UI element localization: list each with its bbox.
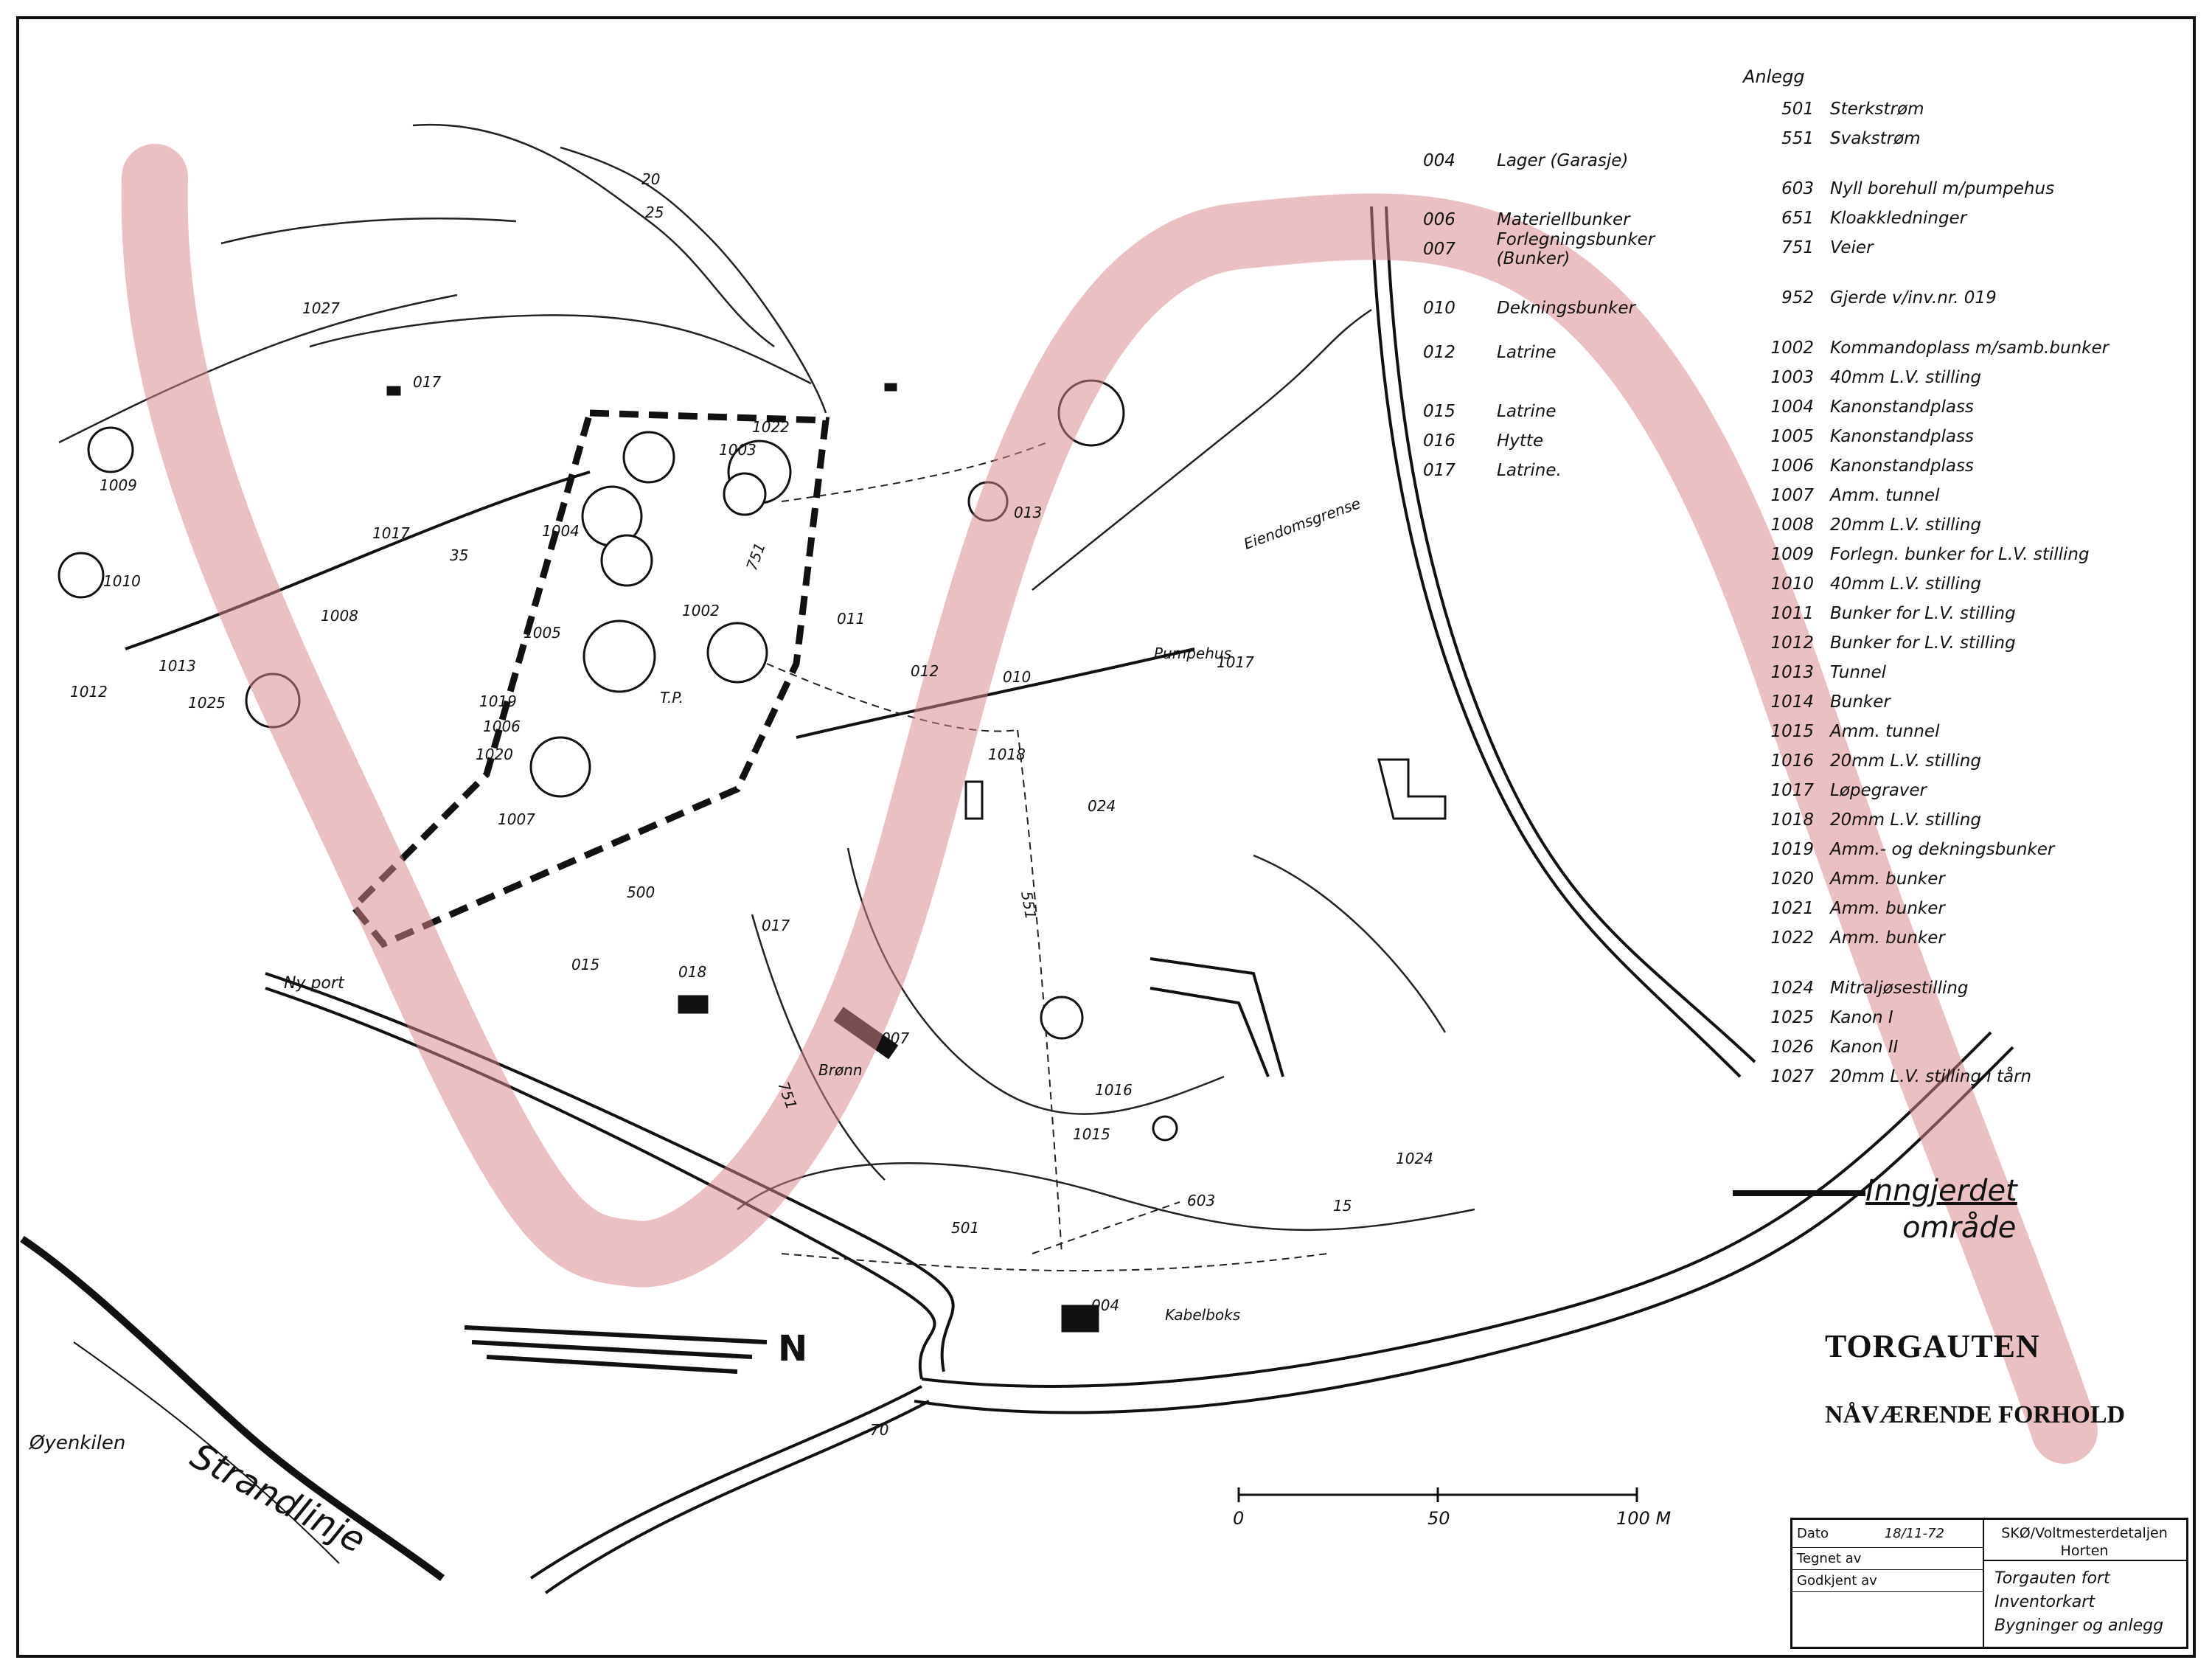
legend-item-label: Kanonstandplass bbox=[1830, 397, 1974, 417]
legend-installations bbox=[1733, 66, 2175, 1091]
legend-item-code: 1013 bbox=[1770, 663, 1814, 682]
legend-item-label: 40mm L.V. stilling bbox=[1830, 368, 1981, 387]
legend-item bbox=[1733, 481, 2175, 510]
legend-item bbox=[1423, 397, 1733, 426]
legend-item-code: 1003 bbox=[1770, 368, 1814, 387]
legend-item bbox=[1733, 283, 2175, 313]
legend-item-label: Kommandoplass m/samb.bunker bbox=[1830, 338, 2110, 358]
label-1017-b: 1017 bbox=[1217, 653, 1254, 671]
legend-item-label: Kanon I bbox=[1830, 1008, 1893, 1027]
legend-item-label: Mitraljøsestilling bbox=[1830, 979, 1969, 998]
legend-item-label: Veier bbox=[1830, 238, 1874, 257]
tegnet-row bbox=[1792, 1548, 1983, 1570]
label-bronn: Brønn bbox=[818, 1061, 863, 1079]
legend-item-label: Nyll borehull m/pumpehus bbox=[1830, 179, 2055, 198]
label-751-b: 751 bbox=[742, 540, 769, 573]
legend-item-label: Kanonstandplass bbox=[1830, 427, 1974, 446]
legend-item-code: 015 bbox=[1423, 402, 1455, 421]
label-25: 25 bbox=[645, 204, 664, 221]
legend-item bbox=[1733, 717, 2175, 746]
label-pumpehus: Pumpehus bbox=[1154, 645, 1231, 662]
label-017-a: 017 bbox=[413, 373, 442, 391]
legend-item bbox=[1733, 451, 2175, 481]
legend-item-code: 1019 bbox=[1770, 840, 1814, 859]
legend-item-code: 1025 bbox=[1770, 1008, 1814, 1027]
label-1027: 1027 bbox=[302, 299, 340, 317]
legend-item-label: Forlegn. bunker for L.V. stilling bbox=[1830, 545, 2090, 564]
legend-item-code: 1010 bbox=[1770, 574, 1814, 594]
label-1020: 1020 bbox=[476, 746, 513, 763]
legend-item-label: Bunker bbox=[1830, 692, 1891, 712]
legend-item bbox=[1733, 363, 2175, 392]
legend-item-code: 603 bbox=[1781, 179, 1814, 198]
legend-spacer bbox=[1423, 264, 1733, 294]
legend-item-code: 1026 bbox=[1770, 1038, 1814, 1057]
fence-legend-line1: Inngjerdet bbox=[1865, 1174, 2017, 1208]
fence-legend-line bbox=[1733, 1190, 1865, 1196]
legend-item-code: 1020 bbox=[1770, 869, 1814, 889]
legend-item-code: 012 bbox=[1423, 343, 1455, 362]
legend-item-code: 751 bbox=[1781, 238, 1814, 257]
legend-item-label: Lager (Garasje) bbox=[1497, 151, 1629, 170]
legend-item-label: Amm. bunker bbox=[1830, 899, 1945, 918]
label-501: 501 bbox=[951, 1219, 980, 1237]
legend-buildings bbox=[1423, 146, 1733, 485]
legend-item-label: Latrine bbox=[1497, 402, 1557, 421]
dato-row bbox=[1792, 1520, 1983, 1548]
legend-item-label: Kanon II bbox=[1830, 1038, 1899, 1057]
label-1018: 1018 bbox=[988, 746, 1026, 763]
legend-item-code: 010 bbox=[1423, 299, 1455, 318]
legend-item bbox=[1733, 628, 2175, 658]
label-017-b: 017 bbox=[762, 917, 790, 934]
legend-item-label: Amm. bunker bbox=[1830, 928, 1945, 948]
label-1024: 1024 bbox=[1396, 1150, 1433, 1167]
legend-item bbox=[1733, 124, 2175, 153]
map-subtitle: NÅVÆRENDE FORHOLD bbox=[1825, 1401, 2126, 1428]
legend-item bbox=[1423, 230, 1733, 268]
drawing-title-1: Torgauten fort bbox=[1994, 1569, 2110, 1588]
label-018: 018 bbox=[678, 963, 707, 981]
label-011: 011 bbox=[837, 610, 866, 628]
legend-item-label: 40mm L.V. stilling bbox=[1830, 574, 1981, 594]
legend-item bbox=[1423, 338, 1733, 367]
legend-item-label: Latrine. bbox=[1497, 461, 1562, 480]
label-70: 70 bbox=[870, 1421, 889, 1439]
label-1013: 1013 bbox=[159, 657, 196, 675]
legend-item bbox=[1733, 204, 2175, 233]
legend-item bbox=[1733, 540, 2175, 569]
label-015: 015 bbox=[571, 956, 600, 973]
label-1010: 1010 bbox=[103, 572, 141, 590]
fence-legend-text bbox=[1865, 1173, 2017, 1246]
legend-group-gap bbox=[1733, 313, 2175, 333]
legend-item-code: 016 bbox=[1423, 431, 1455, 451]
title-block-info bbox=[1983, 1520, 2186, 1647]
label-ny-port: Ny port bbox=[284, 974, 344, 993]
legend-item-label: Latrine bbox=[1497, 343, 1557, 362]
legend-item-code: 1005 bbox=[1770, 427, 1814, 446]
legend-item-code: 501 bbox=[1781, 100, 1814, 119]
legend-item-code: 1027 bbox=[1770, 1067, 1814, 1086]
legend-item bbox=[1423, 426, 1733, 456]
label-20: 20 bbox=[641, 170, 661, 188]
label-012: 012 bbox=[911, 662, 939, 680]
label-1022: 1022 bbox=[752, 418, 790, 436]
dato-label: Dato bbox=[1797, 1526, 1829, 1541]
legend-item-label: Amm. bunker bbox=[1830, 869, 1945, 889]
label-1025: 1025 bbox=[188, 694, 226, 712]
label-1012: 1012 bbox=[70, 683, 108, 701]
legend-item-code: 1014 bbox=[1770, 692, 1814, 712]
legend-item bbox=[1423, 456, 1733, 485]
label-004: 004 bbox=[1091, 1296, 1120, 1314]
legend-item-code: 1011 bbox=[1770, 604, 1814, 623]
legend-item-code: 006 bbox=[1423, 210, 1455, 229]
legend-item-code: 017 bbox=[1423, 461, 1455, 480]
legend-item-code: 1006 bbox=[1770, 456, 1814, 476]
legend-item-label: Materiellbunker bbox=[1497, 210, 1630, 229]
label-strandlinje: Strandlinje bbox=[184, 1435, 372, 1562]
legend-item-code: 1012 bbox=[1770, 633, 1814, 653]
org-line-1: SKØ/Voltmesterdetaljen bbox=[2001, 1525, 2168, 1541]
legend-item bbox=[1733, 94, 2175, 124]
legend-item-label: Løpegraver bbox=[1830, 781, 1927, 800]
north-label: N bbox=[778, 1328, 808, 1369]
legend-item-label: 20mm L.V. stilling bbox=[1830, 515, 1981, 535]
legend-item-code: 551 bbox=[1781, 129, 1814, 148]
label-024: 024 bbox=[1088, 797, 1116, 815]
legend-item-label: Forlegningsbunker (Bunker) bbox=[1496, 230, 1655, 268]
label-15: 15 bbox=[1333, 1197, 1352, 1215]
label-1005: 1005 bbox=[524, 624, 561, 642]
title-block-org bbox=[1983, 1520, 2186, 1561]
label-1002: 1002 bbox=[682, 602, 720, 619]
legend-item-label: Sterkstrøm bbox=[1830, 100, 1924, 119]
legend-item bbox=[1733, 392, 2175, 422]
legend-item bbox=[1733, 864, 2175, 894]
legend-item bbox=[1733, 233, 2175, 263]
legend-item bbox=[1733, 687, 2175, 717]
label-007: 007 bbox=[881, 1029, 910, 1047]
label-1009: 1009 bbox=[100, 476, 137, 494]
drawing-title bbox=[1983, 1561, 2186, 1644]
label-1015: 1015 bbox=[1073, 1125, 1110, 1143]
legend-item-code: 1016 bbox=[1770, 751, 1814, 771]
legend-item-label: Gjerde v/inv.nr. 019 bbox=[1830, 288, 1997, 308]
label-013: 013 bbox=[1014, 504, 1043, 521]
label-1019: 1019 bbox=[479, 692, 517, 710]
building-outline bbox=[1379, 760, 1445, 819]
legend-item bbox=[1733, 923, 2175, 953]
legend-spacer bbox=[1423, 367, 1733, 397]
legend-item-code: 1008 bbox=[1770, 515, 1814, 535]
legend-item-label: Bunker for L.V. stilling bbox=[1830, 633, 2016, 653]
legend-item bbox=[1733, 1032, 2175, 1062]
legend-item-label: Hytte bbox=[1497, 431, 1544, 451]
legend-item bbox=[1733, 894, 2175, 923]
label-eiendomsgrense: Eiendomsgrense bbox=[1241, 494, 1363, 553]
legend-item bbox=[1733, 776, 2175, 805]
legend-item-label: Kanonstandplass bbox=[1830, 456, 1974, 476]
legend-item-code: 1017 bbox=[1770, 781, 1814, 800]
label-500: 500 bbox=[627, 883, 655, 901]
scale-label-100: 100 M bbox=[1616, 1508, 1672, 1529]
legend-item-label: Amm. tunnel bbox=[1830, 486, 1940, 505]
scale-bar bbox=[1224, 1486, 1672, 1530]
org-line-2: Horten bbox=[2060, 1543, 2109, 1559]
legend-item-code: 004 bbox=[1423, 151, 1455, 170]
legend-installations-list bbox=[1733, 94, 2175, 1091]
legend-item-code: 1015 bbox=[1770, 722, 1814, 741]
label-1017-a: 1017 bbox=[372, 524, 410, 542]
legend-item-code: 1007 bbox=[1770, 486, 1814, 505]
legend-item-code: 1018 bbox=[1770, 810, 1814, 830]
legend-group-gap bbox=[1733, 153, 2175, 174]
dato-value: 18/11-72 bbox=[1884, 1526, 1944, 1541]
legend-item-label: Kloakkledninger bbox=[1830, 209, 1967, 228]
legend-item-label: 20mm L.V. stilling bbox=[1830, 751, 1981, 771]
legend-item-label: 20mm L.V. stilling bbox=[1830, 810, 1981, 830]
legend-item bbox=[1733, 174, 2175, 204]
legend-spacer bbox=[1423, 323, 1733, 338]
label-603: 603 bbox=[1187, 1192, 1216, 1209]
legend-item bbox=[1733, 1062, 2175, 1091]
drawing-title-3: Bygninger og anlegg bbox=[1994, 1616, 2164, 1635]
legend-item bbox=[1733, 973, 2175, 1003]
label-551: 551 bbox=[1018, 889, 1040, 921]
legend-item-code: 1004 bbox=[1770, 397, 1814, 417]
legend-item-label: Amm.- og dekningsbunker bbox=[1830, 840, 2055, 859]
label-010: 010 bbox=[1003, 668, 1032, 686]
legend-item bbox=[1733, 835, 2175, 864]
legend-item-label: Bunker for L.V. stilling bbox=[1830, 604, 2016, 623]
legend-item-label: Dekningsbunker bbox=[1497, 299, 1635, 318]
legend-item bbox=[1733, 746, 2175, 776]
legend-item-label: Tunnel bbox=[1830, 663, 1887, 682]
legend-item-code: 651 bbox=[1781, 209, 1814, 228]
legend-item bbox=[1733, 599, 2175, 628]
map-title: TORGAUTEN bbox=[1825, 1328, 2040, 1364]
map-labels bbox=[29, 170, 1433, 1561]
legend-item-code: 1022 bbox=[1770, 928, 1814, 948]
label-1006: 1006 bbox=[483, 718, 521, 735]
legend-item bbox=[1733, 333, 2175, 363]
label-751-a: 751 bbox=[774, 1079, 801, 1112]
legend-item-label: Amm. tunnel bbox=[1830, 722, 1940, 741]
drawing-title-2: Inventorkart bbox=[1994, 1593, 2095, 1611]
label-oyenkilen: Øyenkilen bbox=[29, 1432, 126, 1454]
legend-spacer bbox=[1423, 176, 1733, 205]
label-1016: 1016 bbox=[1095, 1081, 1133, 1099]
legend-item-code: 952 bbox=[1781, 288, 1814, 308]
tegnet-label: Tegnet av bbox=[1797, 1551, 1862, 1566]
label-35: 35 bbox=[450, 546, 469, 564]
legend-item bbox=[1733, 422, 2175, 451]
title-block-meta bbox=[1792, 1520, 1984, 1647]
legend-item-code: 1024 bbox=[1770, 979, 1814, 998]
godkjent-label: Godkjent av bbox=[1797, 1573, 1877, 1588]
title-block bbox=[1790, 1518, 2188, 1649]
utility-lines bbox=[767, 442, 1327, 1271]
godkjent-row bbox=[1792, 1570, 1983, 1592]
legend-heading: Anlegg bbox=[1743, 66, 1805, 87]
fence-legend bbox=[1733, 1173, 2065, 1254]
legend-item-code: 1009 bbox=[1770, 545, 1814, 564]
fence-legend-line2: område bbox=[1902, 1211, 2017, 1245]
label-1007: 1007 bbox=[498, 810, 535, 828]
legend-item bbox=[1733, 569, 2175, 599]
legend-item bbox=[1733, 805, 2175, 835]
label-tp: T.P. bbox=[660, 689, 684, 706]
label-1003: 1003 bbox=[719, 441, 757, 459]
north-arrow bbox=[465, 1327, 767, 1372]
legend-item-code: 007 bbox=[1423, 240, 1455, 259]
legend-item bbox=[1733, 510, 2175, 540]
legend-item bbox=[1423, 146, 1733, 176]
legend-item bbox=[1733, 658, 2175, 687]
legend-item-code: 1021 bbox=[1770, 899, 1814, 918]
label-kabelboks: Kabelboks bbox=[1165, 1306, 1241, 1324]
legend-item-label: Svakstrøm bbox=[1830, 129, 1921, 148]
legend-item-code: 1002 bbox=[1770, 338, 1814, 358]
scale-label-0: 0 bbox=[1233, 1508, 1245, 1529]
legend-item bbox=[1733, 1003, 2175, 1032]
coastline bbox=[22, 1239, 442, 1578]
legend-group-gap bbox=[1733, 953, 2175, 973]
legend-item-label: 20mm L.V. stilling i tårn bbox=[1830, 1067, 2032, 1086]
legend-item bbox=[1423, 294, 1733, 323]
legend-group-gap bbox=[1733, 263, 2175, 283]
scale-label-50: 50 bbox=[1427, 1508, 1450, 1529]
label-1008: 1008 bbox=[321, 607, 358, 625]
label-1004: 1004 bbox=[542, 522, 580, 540]
